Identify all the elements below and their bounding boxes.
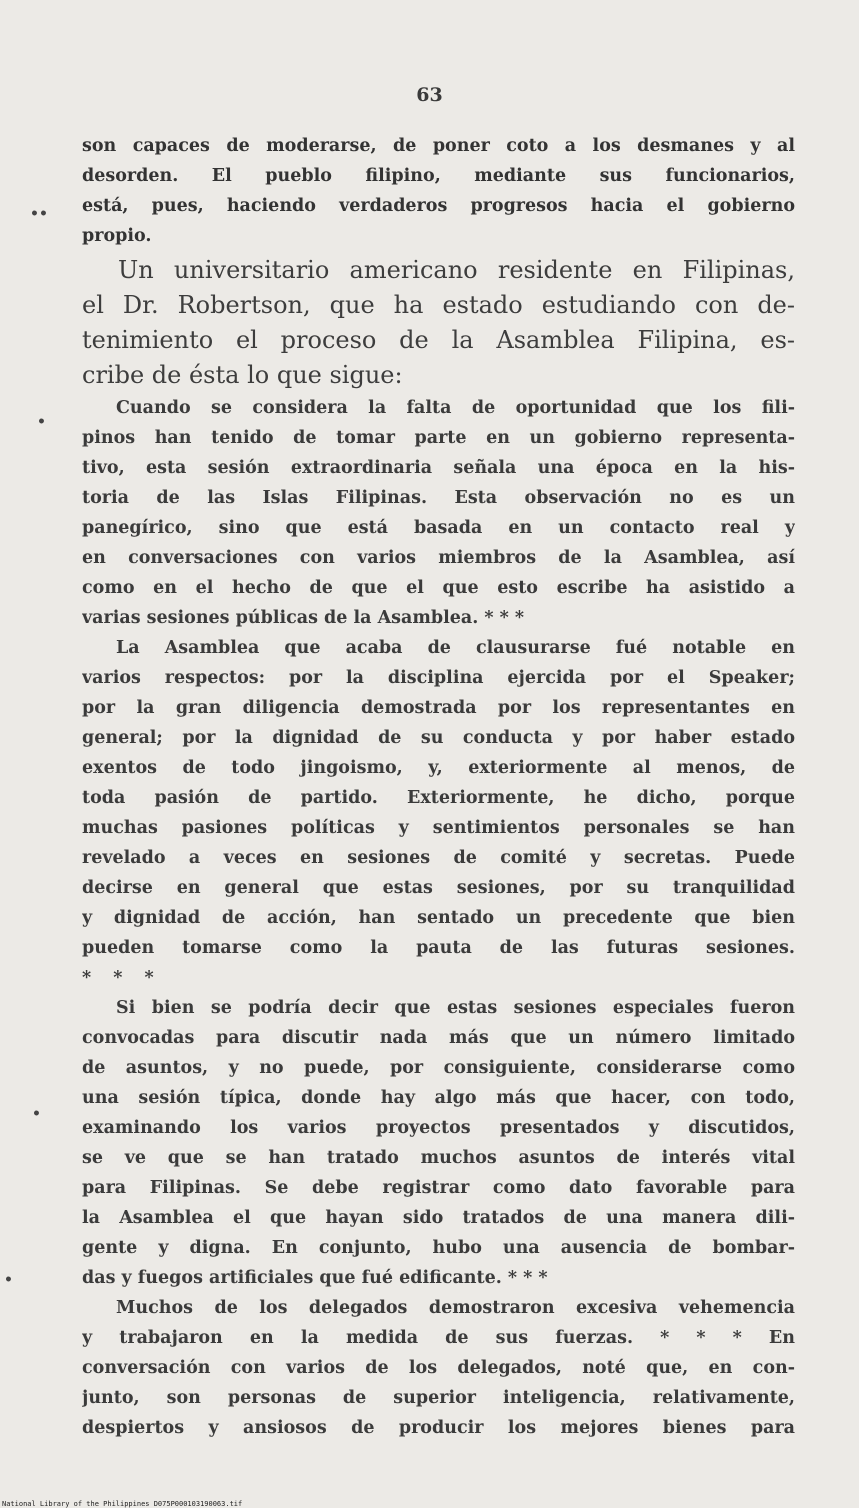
- text-line: para Filipinas. Se debe registrar como dato favorable para: [82, 1178, 795, 1198]
- text-line: toria de las Islas Filipinas. Esta observación no es un: [82, 488, 795, 508]
- text-line: exentos de todo jingoismo, y, exteriormente al menos, de: [82, 758, 795, 778]
- text-line: varias sesiones públicas de la Asamblea. * * *: [82, 608, 525, 628]
- text-line: una sesión típica, donde hay algo más que hacer, con todo,: [82, 1088, 795, 1108]
- text-line: Si bien se podría decir que estas sesiones especiales fueron: [116, 998, 795, 1018]
- text-line: cribe de ésta lo que sigue:: [82, 361, 403, 389]
- margin-mark: •: [37, 414, 46, 430]
- text-line: de asuntos, y no puede, por consiguiente, considerarse como: [82, 1058, 795, 1078]
- text-line: despiertos y ansiosos de producir los mejores bienes para: [82, 1418, 795, 1438]
- text-line: pinos han tenido de tomar parte en un gobierno representa-: [82, 428, 795, 448]
- text-line: son capaces de moderarse, de poner coto a los desmanes y al: [82, 136, 795, 156]
- text-line: decirse en general que estas sesiones, por su tranquilidad: [82, 878, 795, 898]
- page-number: 63: [416, 84, 443, 106]
- text-line: das y fuegos artificiales que fué edificante. * * *: [82, 1268, 548, 1288]
- margin-mark: ••: [30, 206, 48, 222]
- text-line: pueden tomarse como la pauta de las futuras sesiones.: [82, 938, 795, 958]
- text-line: la Asamblea el que hayan sido tratados de una manera dili-: [82, 1208, 795, 1228]
- text-line: muchas pasiones políticas y sentimientos personales se han: [82, 818, 795, 838]
- text-line: tenimiento el proceso de la Asamblea Filipina, es-: [82, 326, 795, 354]
- text-line: por la gran diligencia demostrada por los representantes en: [82, 698, 795, 718]
- text-line: desorden. El pueblo filipino, mediante sus funcionarios,: [82, 166, 795, 186]
- quoted-text: [82, 393, 795, 1443]
- text-line: y trabajaron en la medida de sus fuerzas. * * * En: [82, 1328, 795, 1348]
- text-line: toda pasión de partido. Exteriormente, he dicho, porque: [82, 788, 795, 808]
- text-line: el Dr. Robertson, que ha estado estudiando con de-: [82, 291, 795, 319]
- text-line: convocadas para discutir nada más que un número limitado: [82, 1028, 795, 1048]
- text-line: junto, son personas de superior inteligencia, relativamente,: [82, 1388, 795, 1408]
- text-line: Cuando se considera la falta de oportunidad que los fili-: [116, 398, 795, 418]
- text-line: conversación con varios de los delegados, noté que, en con-: [82, 1358, 795, 1378]
- intro-paragraph: [82, 131, 795, 251]
- asterisks-separator: * * *: [82, 968, 162, 988]
- scan-footer: National Library of the Philippines D075P000103190063.tif: [2, 1500, 243, 1508]
- text-line: tivo, esta sesión extraordinaria señala una época en la his-: [82, 458, 795, 478]
- text-line: propio.: [82, 226, 152, 246]
- text-line: y dignidad de acción, han sentado un precedente que bien: [82, 908, 795, 928]
- text-line: Muchos de los delegados demostraron excesiva vehemencia: [116, 1298, 795, 1318]
- text-line: gente y digna. En conjunto, hubo una ausencia de bombar-: [82, 1238, 795, 1258]
- margin-mark: •: [4, 1272, 13, 1288]
- text-line: revelado a veces en sesiones de comité y secretas. Puede: [82, 848, 795, 868]
- text-line: como en el hecho de que el que esto escribe ha asistido a: [82, 578, 795, 598]
- text-line: examinando los varios proyectos presentados y discutidos,: [82, 1118, 795, 1138]
- text-line: se ve que se han tratado muchos asuntos de interés vital: [82, 1148, 795, 1168]
- text-line: general; por la dignidad de su conducta y por haber estado: [82, 728, 795, 748]
- margin-mark: •: [32, 1106, 41, 1122]
- text-line: panegírico, sino que está basada en un contacto real y: [82, 518, 795, 538]
- text-line: está, pues, haciendo verdaderos progresos hacia el gobierno: [82, 196, 795, 216]
- heading-paragraph: [82, 253, 795, 393]
- text-line: Un universitario americano residente en Filipinas,: [118, 256, 795, 284]
- text-line: varios respectos: por la disciplina ejercida por el Speaker;: [82, 668, 795, 688]
- text-line: La Asamblea que acaba de clausurarse fué notable en: [116, 638, 795, 658]
- text-line: en conversaciones con varios miembros de la Asamblea, así: [82, 548, 795, 568]
